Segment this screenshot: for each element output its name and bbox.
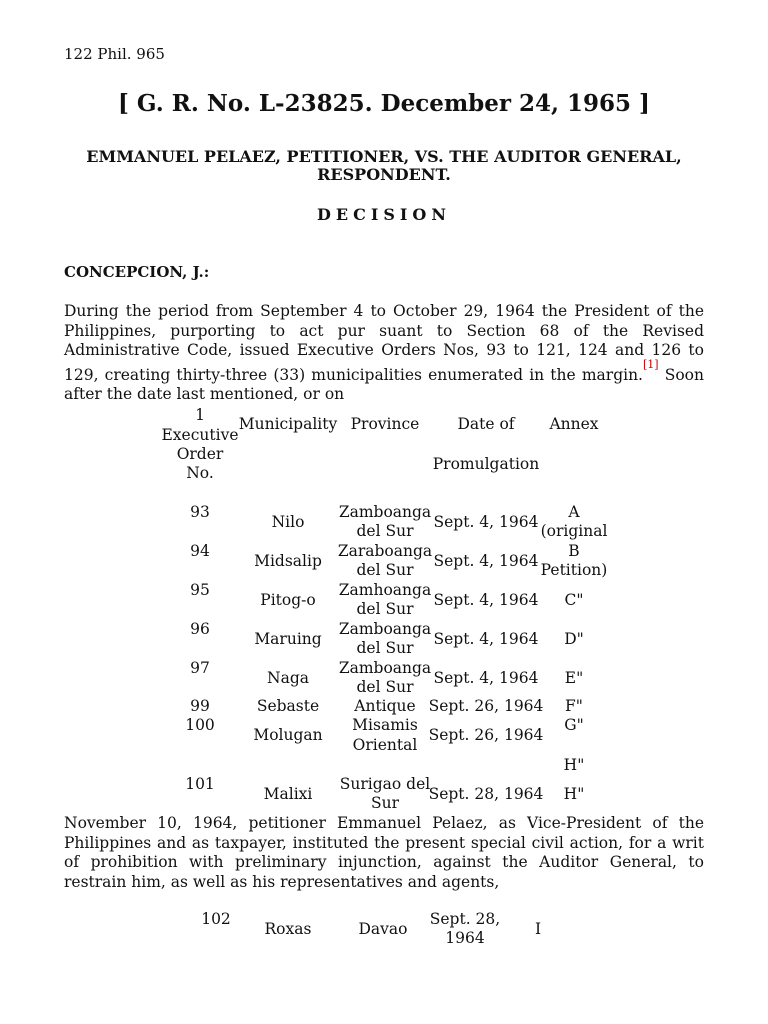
province-name: Davao: [358, 920, 408, 938]
annex-label: E": [564, 669, 584, 687]
province-name: Misamis: [352, 716, 418, 734]
promulgation-date: Sept. 28,: [429, 910, 501, 928]
province-name: Zamhoanga: [338, 581, 432, 599]
header-annex: Annex: [549, 415, 599, 433]
opening-paragraph: [64, 302, 704, 405]
order-number: 94: [190, 542, 210, 560]
header-province: Province: [350, 415, 420, 433]
order-number: 95: [190, 581, 210, 599]
province-name: Antique: [354, 697, 416, 715]
annex-label-line-2: Petition): [540, 561, 608, 579]
annex-label: F": [565, 697, 583, 715]
citation: 122 Phil. 965: [64, 45, 165, 63]
order-number: 102: [201, 910, 231, 928]
province-name: Zamboanga: [338, 659, 432, 677]
decision-label: DECISION: [317, 205, 451, 224]
annex-label: B: [568, 542, 580, 560]
header-order-line-2: Order: [176, 445, 224, 463]
parties-line-2: RESPONDENT.: [317, 165, 451, 184]
judge-name: CONCEPCION, J.:: [64, 263, 210, 281]
province-name-line-2: del Sur: [356, 561, 414, 579]
annex-label: G": [564, 716, 584, 734]
municipality-name: Naga: [267, 669, 309, 687]
province-name-line-2: del Sur: [356, 522, 414, 540]
municipality-name: Molugan: [253, 726, 323, 744]
case-title: [ G. R. No. L-23825. December 24, 1965 ]: [118, 90, 650, 117]
annex-label: I: [534, 920, 542, 938]
annex-label-line-2: (original: [540, 522, 608, 540]
order-number: 96: [190, 620, 210, 638]
province-name-line-2: del Sur: [356, 678, 414, 696]
annex-label-line-2: H": [563, 756, 585, 774]
annex-label: A: [568, 503, 580, 521]
province-name-line-2: Oriental: [352, 736, 418, 754]
order-number: 99: [190, 697, 210, 715]
municipality-name: Roxas: [264, 920, 312, 938]
para1-line-1: During the period from September 4 to October 29, 1964 the President of the: [64, 302, 704, 320]
promulgation-date: Sept. 28, 1964: [428, 785, 544, 803]
municipality-name: Midsalip: [254, 552, 322, 570]
province-name-line-2: del Sur: [356, 600, 414, 618]
header-date-line-1: Date of: [457, 415, 515, 433]
promulgation-date: Sept. 26, 1964: [428, 697, 544, 715]
promulgation-date: Sept. 4, 1964: [433, 591, 539, 609]
promulgation-date-line-2: 1964: [445, 929, 485, 947]
header-order-line-3: No.: [186, 464, 214, 482]
province-name: Zamboanga: [338, 620, 432, 638]
promulgation-date: Sept. 4, 1964: [433, 630, 539, 648]
parties-line-1: EMMANUEL PELAEZ, PETITIONER, VS. THE AUDITOR GENERAL,: [86, 147, 682, 166]
promulgation-date: Sept. 26, 1964: [428, 726, 544, 744]
header-order-number: 1: [195, 406, 205, 424]
footnote-link[interactable]: [1]: [642, 357, 659, 371]
para2-line-1: November 10, 1964, petitioner Emmanuel Pelaez, as Vice-President of the: [64, 814, 704, 832]
province-name: Zaraboanga: [337, 542, 433, 560]
para1-line-3: Administrative Code, issued Executive Orders Nos, 93 to 121, 124 and 126 to 129,: [64, 341, 704, 384]
order-number: 93: [190, 503, 210, 521]
province-name-line-2: del Sur: [356, 639, 414, 657]
para2-line-3: of prohibition with preliminary injunction, against the Auditor General, to: [64, 853, 704, 871]
province-name: Surigao del: [339, 775, 431, 793]
header-order-line-1: Executive: [161, 426, 239, 444]
province-name: Zamboanga: [338, 503, 432, 521]
promulgation-date: Sept. 4, 1964: [433, 669, 539, 687]
promulgation-date: Sept. 4, 1964: [433, 513, 539, 531]
municipality-name: Maruing: [254, 630, 322, 648]
municipality-name: Sebaste: [256, 697, 320, 715]
para1-line-5: Soon after: [64, 365, 704, 404]
para1-line-6: the date last mentioned, or on: [106, 385, 345, 404]
annex-label: H": [563, 785, 585, 803]
header-municipality: Municipality: [238, 415, 338, 433]
header-date-line-2: Promulgation: [432, 455, 540, 473]
municipality-name: Pitog-o: [260, 591, 316, 609]
para2-line-2: Philippines and as taxpayer, instituted the present special civil action, for a writ: [64, 833, 704, 852]
para1-line-4: creating thirty-three (33) municipalities enumerated in the margin.: [104, 365, 643, 384]
municipality-name: Malixi: [263, 785, 313, 803]
second-paragraph: [64, 814, 704, 892]
order-number: 100: [185, 716, 215, 734]
province-name-line-2: Sur: [370, 794, 399, 812]
para1-line-2: Philippines, purporting to act pur suant to Section 68 of the Revised: [64, 321, 704, 340]
parties: [64, 148, 704, 184]
para2-line-4: restrain him, as well as his representatives and agents,: [64, 872, 500, 891]
promulgation-date: Sept. 4, 1964: [433, 552, 539, 570]
municipality-name: Nilo: [271, 513, 305, 531]
order-number: 97: [190, 659, 210, 677]
annex-label: C": [564, 591, 584, 609]
order-number: 101: [185, 775, 215, 793]
annex-label: D": [564, 630, 584, 648]
